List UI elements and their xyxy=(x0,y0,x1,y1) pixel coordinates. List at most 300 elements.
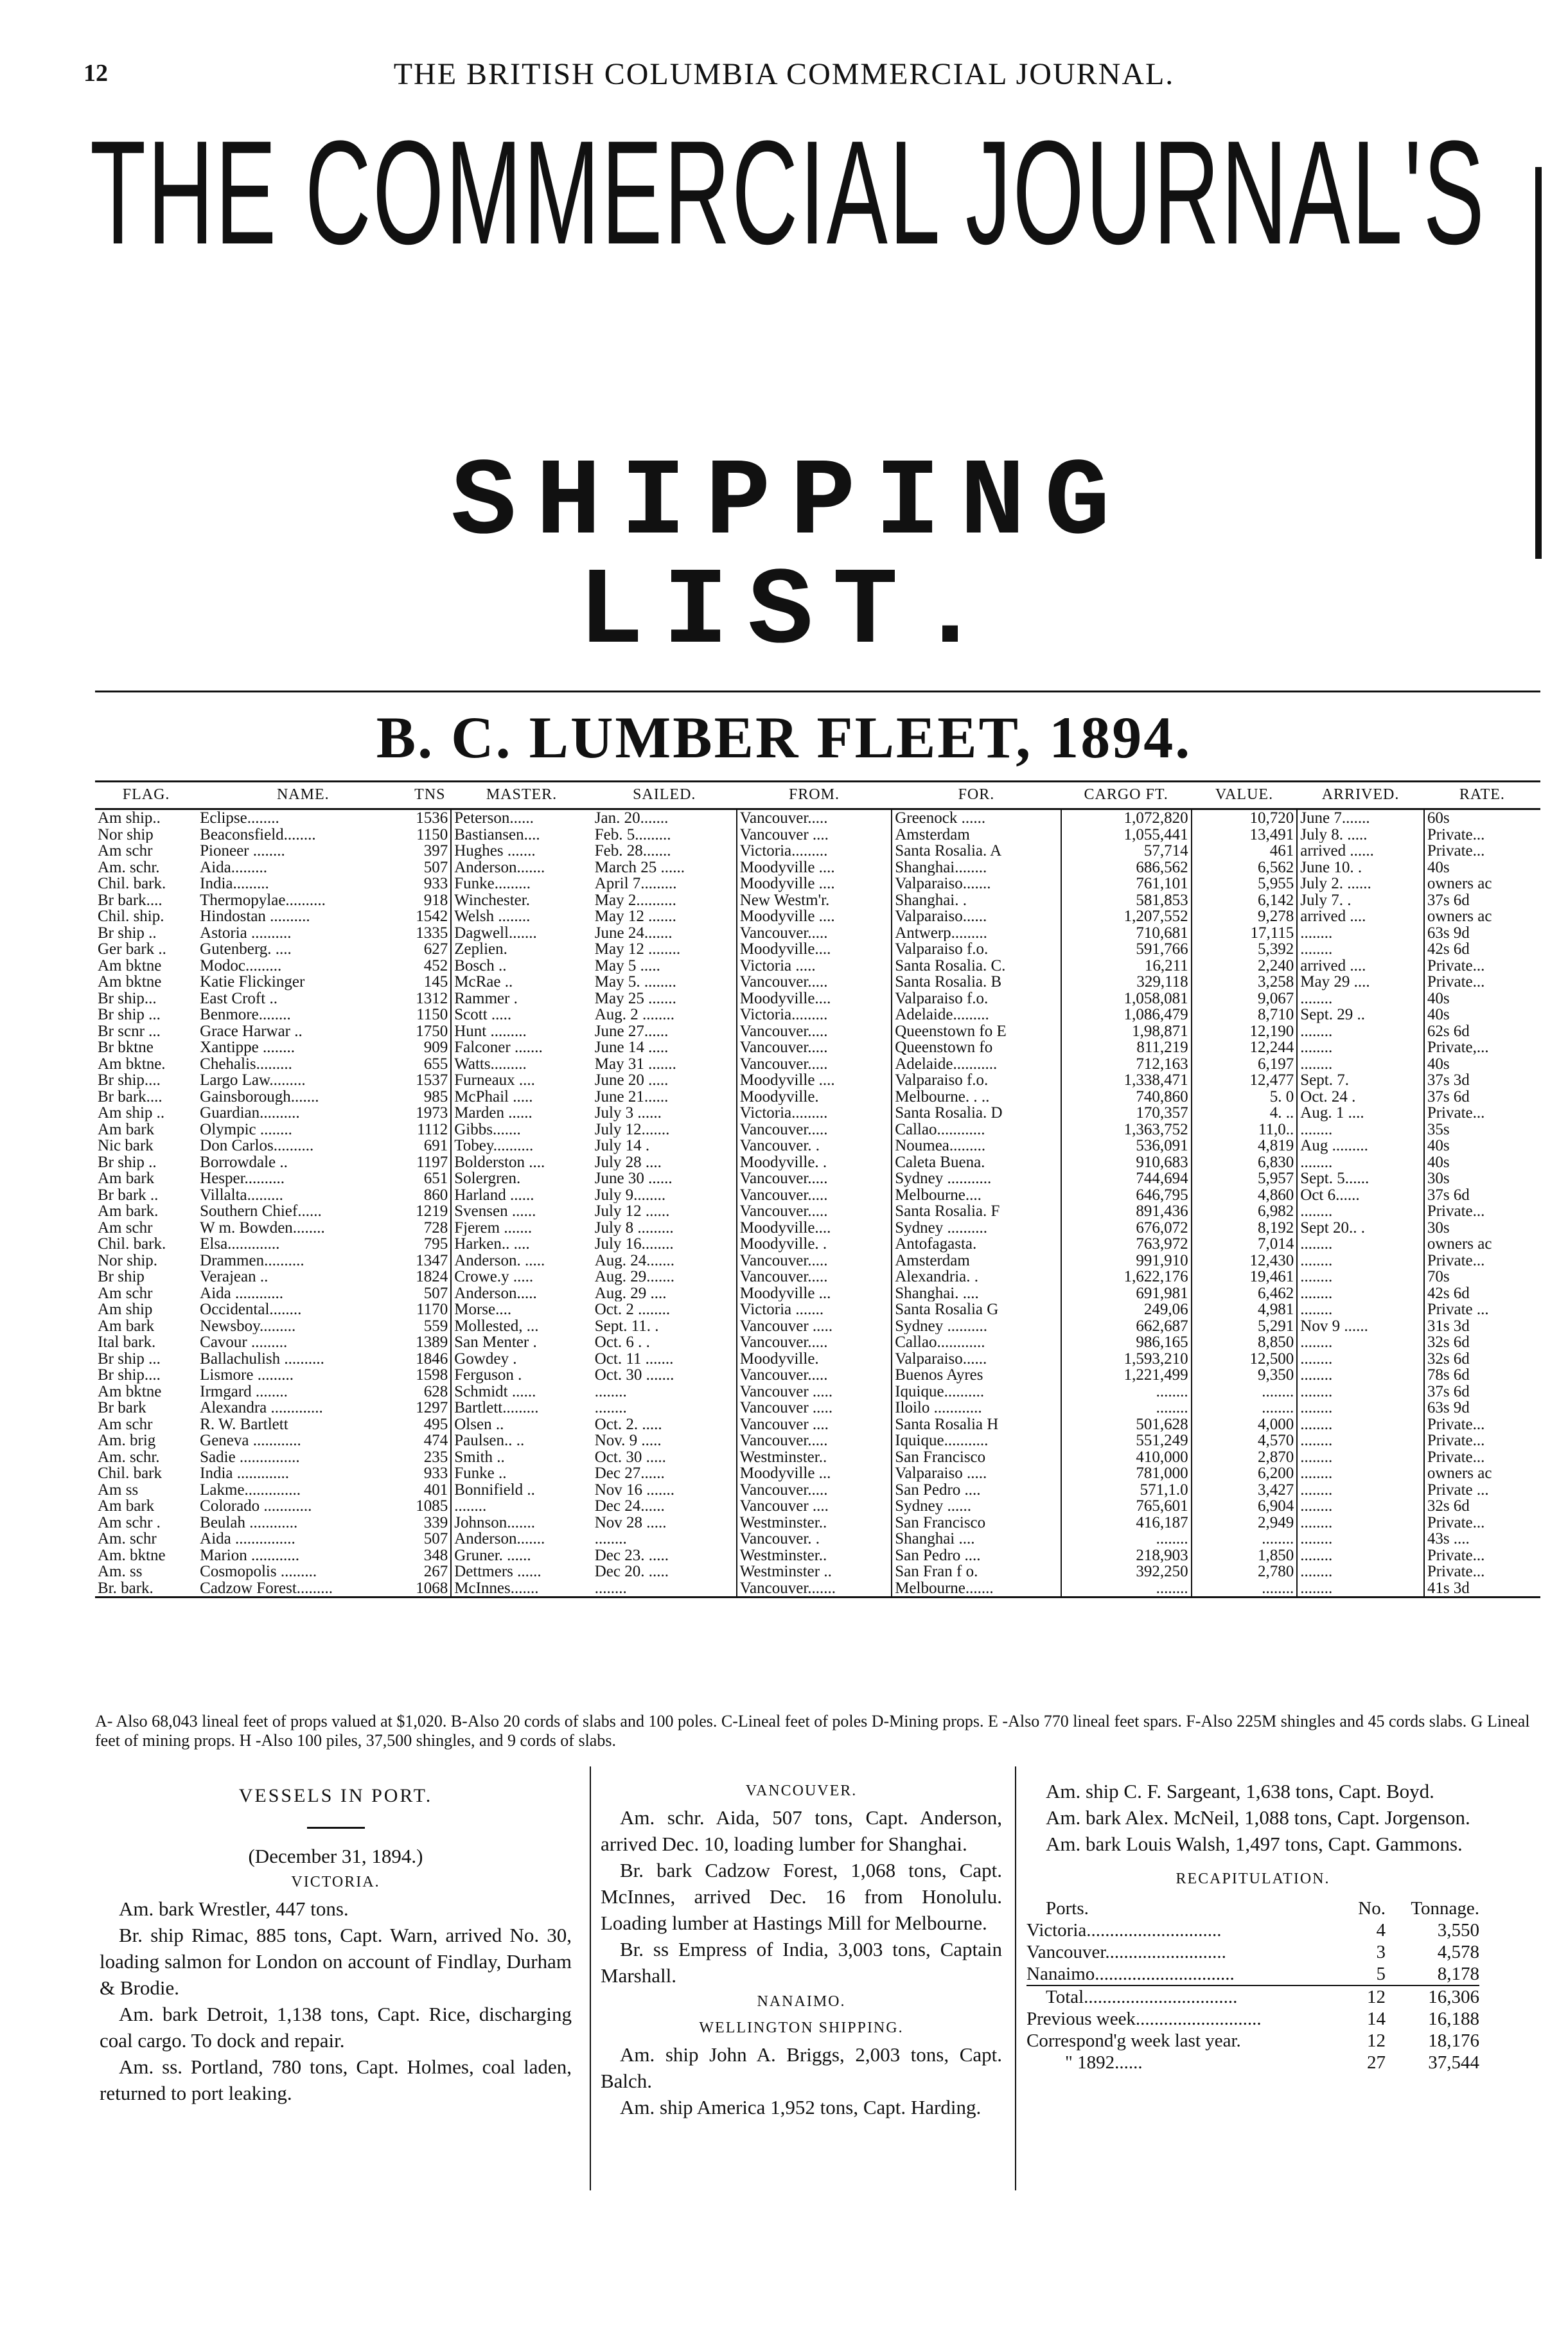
cell-rate: Private... xyxy=(1427,1203,1485,1220)
cell-flag: Br bktne xyxy=(98,1039,154,1056)
cell-tons: 1170 xyxy=(409,1301,451,1318)
fleet-table-body xyxy=(95,809,1540,1598)
cell-master: ........ xyxy=(454,1498,487,1515)
cell-flag: Br ship... xyxy=(98,990,157,1007)
table-row xyxy=(95,1351,1540,1368)
cell-for: Valparaiso f.o. xyxy=(892,990,1061,1007)
table-row xyxy=(95,1318,1540,1335)
cell-master: Harken.. .... xyxy=(454,1236,530,1253)
fleet-title: B. C. LUMBER FLEET, 1894. xyxy=(376,705,1192,770)
cell-arrived: ........ xyxy=(1297,1269,1424,1285)
table-row xyxy=(95,1449,1540,1466)
cell-cargo: 991,910 xyxy=(1061,1253,1192,1269)
cell-arrived: arrived .... xyxy=(1297,908,1424,925)
cell-master: Scott ..... xyxy=(454,1007,512,1023)
cell-cargo: 1,98,871 xyxy=(1061,1023,1192,1040)
cell-master: Solergren. xyxy=(454,1170,521,1187)
margin-rule xyxy=(1535,167,1542,559)
cell-name: Lakme.............. xyxy=(200,1481,301,1498)
cell-value: 2,780 xyxy=(1192,1563,1298,1580)
recap-corresponding-label: Correspond'g week last year. xyxy=(1026,2030,1241,2051)
recap-previous-tonnage: 16,188 xyxy=(1428,2009,1479,2029)
cell-for: Shanghai. .... xyxy=(892,1285,1061,1302)
cell-sailed: ........ xyxy=(592,1384,737,1400)
cell-cargo: 16,211 xyxy=(1061,958,1192,974)
cell-for: Callao............ xyxy=(892,1122,1061,1138)
cell-master: Winchester. xyxy=(454,892,530,908)
cell-rate: Private... xyxy=(1427,1514,1485,1531)
cell-rate: 40s xyxy=(1427,1154,1450,1170)
cell-value: 4,000 xyxy=(1192,1416,1298,1433)
cell-from: Moodyville .... xyxy=(737,876,892,892)
table-row xyxy=(95,1089,1540,1105)
victoria-entry: Am. bark Detroit, 1,138 tons, Capt. Rice, discharging coal cargo. To dock and repair. xyxy=(100,2003,572,2052)
cell-arrived: ........ xyxy=(1297,1023,1424,1040)
cell-arrived: ........ xyxy=(1297,990,1424,1007)
cell-from: Vancouver..... xyxy=(737,1203,892,1220)
cell-sailed: July 14 . xyxy=(592,1138,737,1154)
cell-flag: Am bark xyxy=(98,1170,155,1187)
cell-from: Moodyville. . xyxy=(737,1236,892,1253)
cell-arrived: ........ xyxy=(1297,1334,1424,1351)
cell-arrived: June 10. . xyxy=(1297,859,1424,876)
cell-from: Victoria ....... xyxy=(737,1301,892,1318)
cell-tons: 918 xyxy=(409,892,451,909)
cell-master: McRae .. xyxy=(454,974,513,990)
cell-for: Iquique........... xyxy=(892,1432,1061,1449)
cell-tons: 651 xyxy=(409,1170,451,1187)
cell-tons: 1312 xyxy=(409,990,451,1007)
cell-sailed: Oct. 30 ..... xyxy=(592,1449,737,1466)
cell-for: Santa Rosalia. D xyxy=(892,1105,1061,1122)
cell-for: Sydney .......... xyxy=(892,1220,1061,1237)
cell-value: 2,870 xyxy=(1192,1449,1298,1466)
cell-flag: Am. schr xyxy=(98,1531,157,1547)
cell-tons: 495 xyxy=(409,1416,451,1433)
cell-sailed: April 7......... xyxy=(592,876,737,892)
heading-rule xyxy=(307,1827,365,1829)
cell-rate: 32s 6d xyxy=(1427,1498,1470,1515)
cell-sailed: Nov 28 ..... xyxy=(592,1515,737,1531)
cell-from: Moodyville. xyxy=(737,1351,892,1368)
cell-rate: 32s 6d xyxy=(1427,1334,1470,1351)
cell-master: Smith .. xyxy=(454,1448,505,1465)
cell-arrived: Aug ......... xyxy=(1297,1138,1424,1154)
table-row xyxy=(95,974,1540,990)
cell-master: Johnson....... xyxy=(454,1514,535,1531)
cell-tons: 474 xyxy=(409,1432,451,1449)
vancouver-heading: VANCOUVER. xyxy=(745,1783,858,1799)
cell-from: Vancouver..... xyxy=(737,1269,892,1285)
table-row xyxy=(95,1039,1540,1056)
cell-sailed: Oct. 11 ....... xyxy=(592,1351,737,1368)
cell-name: Cosmopolis ......... xyxy=(200,1563,317,1580)
cell-cargo: 686,562 xyxy=(1061,859,1192,876)
cell-from: Vancouver..... xyxy=(737,974,892,990)
cell-master: Bartlett......... xyxy=(454,1400,539,1416)
cell-for: Callao............ xyxy=(892,1334,1061,1351)
cell-flag: Br ship.... xyxy=(98,1072,161,1089)
recap-tonnage: 3,550 xyxy=(1437,1920,1479,1941)
cell-tons: 933 xyxy=(409,1465,451,1482)
cell-for: Santa Rosalia. C. xyxy=(892,958,1061,974)
lumber-fleet-table xyxy=(95,780,1540,1598)
table-row xyxy=(95,892,1540,909)
cell-master: Svensen ...... xyxy=(454,1203,536,1220)
cell-cargo: 1,058,081 xyxy=(1061,990,1192,1007)
cell-master: Anderson..... xyxy=(454,1285,537,1301)
cell-sailed: Dec 23. ..... xyxy=(592,1547,737,1564)
cell-tons: 728 xyxy=(409,1220,451,1237)
cell-flag: Am. schr. xyxy=(98,859,160,876)
cell-for: Santa Rosalia. B xyxy=(892,974,1061,990)
cell-name: Beaconsfield........ xyxy=(200,826,316,843)
table-row xyxy=(95,1023,1540,1040)
recap-port: Vancouver.......................... xyxy=(1026,1942,1226,1962)
cell-value: 6,982 xyxy=(1192,1203,1298,1220)
cell-tons: 1347 xyxy=(409,1253,451,1269)
cell-master: Furneaux .... xyxy=(454,1072,535,1089)
cell-name: Newsboy......... xyxy=(200,1317,296,1334)
cell-name: East Croft .. xyxy=(200,990,277,1007)
cell-arrived: ........ xyxy=(1297,1400,1424,1416)
cell-rate: 42s 6d xyxy=(1427,941,1470,958)
cell-for: Queenstown fo xyxy=(892,1039,1061,1056)
cell-flag: Br bark.... xyxy=(98,1088,163,1105)
recap-count: 5 xyxy=(1376,1964,1386,1984)
table-row xyxy=(95,827,1540,843)
cell-for: Adelaide........... xyxy=(892,1056,1061,1073)
cell-for: Melbourne.... xyxy=(892,1187,1061,1204)
cell-name: Pioneer ........ xyxy=(200,843,285,859)
cell-cargo: ........ xyxy=(1061,1580,1192,1598)
cell-tons: 1536 xyxy=(409,809,451,827)
cell-sailed: May 2.......... xyxy=(592,892,737,909)
cell-value: 9,067 xyxy=(1192,990,1298,1007)
cell-for: Santa Rosalia G xyxy=(892,1301,1061,1318)
cell-arrived: ........ xyxy=(1297,1056,1424,1073)
cell-flag: Br. bark. xyxy=(95,1580,197,1598)
cell-sailed: May 5. ........ xyxy=(592,974,737,990)
cell-arrived: Sept. 29 .. xyxy=(1297,1007,1424,1023)
cell-arrived: ........ xyxy=(1297,1154,1424,1171)
cell-cargo: 218,903 xyxy=(1061,1547,1192,1564)
recap-row xyxy=(1026,1919,1479,1941)
table-row xyxy=(95,1482,1540,1499)
cell-name: Ballachulish .......... xyxy=(200,1350,324,1367)
table-row xyxy=(95,908,1540,925)
cell-arrived: ........ xyxy=(1297,1236,1424,1253)
wellington-heading: WELLINGTON SHIPPING. xyxy=(699,2020,904,2036)
cell-arrived: ........ xyxy=(1297,1253,1424,1269)
cell-cargo: 249,06 xyxy=(1061,1301,1192,1318)
cell-cargo: 910,683 xyxy=(1061,1154,1192,1171)
table-row xyxy=(95,1007,1540,1023)
table-row xyxy=(95,1269,1540,1285)
cell-value: 6,200 xyxy=(1192,1465,1298,1482)
cell-tons: 795 xyxy=(409,1236,451,1253)
table-row xyxy=(95,1285,1540,1302)
cell-for: Noumea......... xyxy=(892,1138,1061,1154)
cell-master: Harland ...... xyxy=(454,1186,534,1203)
cell-name: Marion ............ xyxy=(200,1547,299,1563)
cell-cargo: 891,436 xyxy=(1061,1203,1192,1220)
cell-sailed: Dec 20. ..... xyxy=(592,1563,737,1580)
cell-cargo: 662,687 xyxy=(1061,1318,1192,1335)
cell-name: Gainsborough....... xyxy=(200,1088,319,1105)
cell-name: Cavour ......... xyxy=(200,1334,288,1351)
cell-for: Shanghai. . xyxy=(892,892,1061,909)
cell-flag: Br bark xyxy=(98,1400,146,1416)
recap-corresponding-tonnage: 18,176 xyxy=(1428,2030,1479,2051)
page-number: 12 xyxy=(84,60,108,87)
cell-sailed: July 9........ xyxy=(592,1187,737,1204)
cell-for: Santa Rosalia H xyxy=(892,1416,1061,1433)
recap-col-ports: Ports. xyxy=(1046,1898,1089,1919)
cell-name: Drammen.......... xyxy=(200,1252,304,1269)
cell-sailed: July 8 ......... xyxy=(592,1220,737,1237)
cell-sailed: June 30 ...... xyxy=(592,1170,737,1187)
cell-sailed: June 24....... xyxy=(592,925,737,942)
table-row xyxy=(95,1400,1540,1416)
cell-for: Melbourne. . .. xyxy=(892,1089,1061,1105)
cell-tons: 1150 xyxy=(409,1007,451,1023)
cell-flag: Nor ship xyxy=(98,826,154,843)
col-header-rate: RATE. xyxy=(1424,782,1540,809)
nanaimo-entry: Am. ship America 1,952 tons, Capt. Harding. xyxy=(620,2096,982,2118)
cell-name: Villalta......... xyxy=(200,1186,283,1203)
cell-from: Vancouver..... xyxy=(737,1432,892,1449)
cell-arrived: Sept. 7. xyxy=(1297,1072,1424,1089)
cell-flag: Ger bark .. xyxy=(98,941,166,958)
cell-for: Caleta Buena. xyxy=(892,1154,1061,1171)
cell-master: Zeplien. xyxy=(454,941,507,958)
cell-from: New Westm'r. xyxy=(737,892,892,909)
col-header-from: FROM. xyxy=(737,782,892,809)
cell-value: 8,192 xyxy=(1192,1220,1298,1237)
cell-rate: 63s 9d xyxy=(1427,1400,1470,1416)
cell-arrived: June 7....... xyxy=(1297,809,1424,827)
table-row xyxy=(95,958,1540,974)
cell-for: Shanghai .... xyxy=(892,1531,1061,1547)
table-row xyxy=(95,941,1540,958)
cell-flag: Br ship xyxy=(98,1269,145,1285)
cell-sailed: May 31 ....... xyxy=(592,1056,737,1073)
cell-for: Valparaiso f.o. xyxy=(892,941,1061,958)
cell-flag: Am bktne xyxy=(98,974,162,990)
cell-value: 6,562 xyxy=(1192,859,1298,876)
cell-sailed: Nov. 9 ..... xyxy=(592,1432,737,1449)
cell-arrived: arrived ...... xyxy=(1297,843,1424,859)
cell-name: Cadzow Forest......... xyxy=(197,1580,409,1598)
cell-arrived: ........ xyxy=(1297,925,1424,942)
cell-from: Vancouver..... xyxy=(737,1334,892,1351)
cell-rate: 40s xyxy=(1427,859,1450,876)
cell-from: Vancouver ..... xyxy=(737,1384,892,1400)
cell-name: Beulah ............ xyxy=(200,1514,298,1531)
cell-cargo: 501,628 xyxy=(1061,1416,1192,1433)
cell-flag: Ital bark. xyxy=(98,1334,156,1351)
table-row xyxy=(95,1334,1540,1351)
cell-tons: 145 xyxy=(409,974,451,990)
cell-sailed: Feb. 5......... xyxy=(592,827,737,843)
cell-tons: 507 xyxy=(409,1531,451,1547)
cell-flag: Br ship.... xyxy=(98,1367,161,1384)
cell-from: Moodyville .... xyxy=(737,908,892,925)
cell-from: Moodyville. . xyxy=(737,1154,892,1171)
cell-name: Geneva ............ xyxy=(200,1432,301,1449)
cell-arrived: ........ xyxy=(1297,1515,1424,1531)
cell-arrived: arrived .... xyxy=(1297,958,1424,974)
cell-master: Rammer . xyxy=(454,990,518,1007)
cell-cargo: ........ xyxy=(1061,1384,1192,1400)
cell-sailed: May 5 ..... xyxy=(592,958,737,974)
cell-for: Valparaiso f.o. xyxy=(892,1072,1061,1089)
port-date: (December 31, 1894.) xyxy=(248,1845,423,1867)
cell-sailed: Aug. 29....... xyxy=(592,1269,737,1285)
cell-master: Bastiansen.... xyxy=(454,826,540,843)
cell-cargo: 170,357 xyxy=(1061,1105,1192,1122)
recap-previous-row xyxy=(1026,2008,1479,2030)
cell-flag: Am bktne. xyxy=(98,1055,166,1072)
cell-flag: Am. brig xyxy=(98,1432,156,1449)
recap-port: Victoria............................. xyxy=(1026,1920,1222,1941)
cell-rate: 37s 3d xyxy=(1427,1072,1470,1089)
cell-name: Katie Flickinger xyxy=(200,974,305,990)
cell-rate: 70s xyxy=(1427,1269,1450,1285)
cell-arrived: ........ xyxy=(1297,1547,1424,1564)
recap-1892-tonnage: 37,544 xyxy=(1428,2052,1479,2073)
recap-previous-label: Previous week........................... xyxy=(1026,2009,1262,2029)
cell-cargo: 1,363,752 xyxy=(1061,1122,1192,1138)
cell-master: Dagwell....... xyxy=(454,924,537,941)
cell-name: Hindostan .......... xyxy=(200,908,310,925)
cell-arrived: Nov 9 ...... xyxy=(1297,1318,1424,1335)
vancouver-entry: Am. schr. Aida, 507 tons, Capt. Anderson, arrived Dec. 10, loading lumber for Shanghai. xyxy=(601,1806,1002,1855)
recap-row xyxy=(1026,1963,1479,1985)
cell-value: 4,981 xyxy=(1192,1301,1298,1318)
cell-value: 461 xyxy=(1192,843,1298,859)
cell-name: Don Carlos.......... xyxy=(200,1138,314,1154)
table-row xyxy=(95,1384,1540,1400)
cell-master: Gibbs....... xyxy=(454,1121,521,1138)
nanaimo-heading: NANAIMO. xyxy=(757,1993,846,2010)
cell-value: 9,278 xyxy=(1192,908,1298,925)
cell-from: Vancouver .... xyxy=(737,827,892,843)
cell-name: Gutenberg. .... xyxy=(200,941,292,958)
cell-arrived: Aug. 1 .... xyxy=(1297,1105,1424,1122)
cell-for: Greenock ...... xyxy=(892,809,1061,827)
cell-value: 8,710 xyxy=(1192,1007,1298,1023)
cell-value: 9,350 xyxy=(1192,1367,1298,1384)
cell-rate: Private... xyxy=(1427,957,1485,974)
col-header-sailed: SAILED. xyxy=(592,782,737,809)
cell-master: McPhail ..... xyxy=(454,1088,533,1105)
cell-name: W m. Bowden........ xyxy=(200,1219,325,1236)
cell-name: Verajean .. xyxy=(200,1269,269,1285)
recap-tonnage: 8,178 xyxy=(1437,1964,1479,1984)
cell-from: Vancouver..... xyxy=(737,1023,892,1040)
cell-tons: 909 xyxy=(409,1039,451,1056)
cell-rate: Private ... xyxy=(1427,1481,1489,1498)
cell-sailed: Oct. 2 ........ xyxy=(592,1301,737,1318)
cell-arrived: ........ xyxy=(1297,1432,1424,1449)
cell-for: Buenos Ayres xyxy=(892,1367,1061,1384)
cell-for: Amsterdam xyxy=(892,827,1061,843)
cell-flag: Am bark xyxy=(98,1121,155,1138)
cell-sailed: July 16........ xyxy=(592,1236,737,1253)
cell-tons: 1846 xyxy=(409,1351,451,1368)
cell-cargo: 763,972 xyxy=(1061,1236,1192,1253)
vessels-in-port-heading: VESSELS IN PORT. xyxy=(238,1785,433,1806)
cell-master: Tobey.......... xyxy=(454,1138,534,1154)
cell-rate: 32s 6d xyxy=(1427,1350,1470,1367)
cell-master: McInnes....... xyxy=(451,1580,592,1598)
cell-arrived: ........ xyxy=(1297,1465,1424,1482)
cell-cargo: 536,091 xyxy=(1061,1138,1192,1154)
cell-tons: 1068 xyxy=(409,1580,451,1598)
cell-from: Vancouver. . xyxy=(737,1531,892,1547)
cell-tons: 507 xyxy=(409,1285,451,1302)
cell-flag: Am ship.. xyxy=(98,809,161,827)
cell-value: 4,819 xyxy=(1192,1138,1298,1154)
recap-total-tonnage: 16,306 xyxy=(1428,1987,1479,2007)
cell-name: Sadie ............... xyxy=(200,1448,300,1465)
cell-from: Vancouver. . xyxy=(737,1138,892,1154)
cell-name: Eclipse........ xyxy=(200,809,279,827)
cell-for: Antofagasta. xyxy=(892,1236,1061,1253)
cell-value: 12,500 xyxy=(1192,1351,1298,1368)
cell-tons: 1197 xyxy=(409,1154,451,1171)
cell-cargo: 57,714 xyxy=(1061,843,1192,859)
cell-arrived: ........ xyxy=(1297,1301,1424,1318)
cell-arrived: Sept. 5...... xyxy=(1297,1170,1424,1187)
running-title: THE BRITISH COLUMBIA COMMERCIAL JOURNAL. xyxy=(393,57,1175,91)
cell-tons: 1542 xyxy=(409,908,451,925)
cell-from: Vancouver..... xyxy=(737,809,892,827)
cell-value: 5,957 xyxy=(1192,1170,1298,1187)
cell-master: Olsen .. xyxy=(454,1416,504,1432)
cell-value: 13,491 xyxy=(1192,827,1298,843)
cell-name: Occidental........ xyxy=(200,1301,302,1318)
cell-sailed: March 25 ...... xyxy=(592,859,737,876)
cell-master: Dettmers ...... xyxy=(454,1563,542,1580)
cell-from: Vancouver..... xyxy=(737,1170,892,1187)
fleet-footnote: A- Also 68,043 lineal feet of props valued at $1,020. B-Also 20 cords of slabs and 100 poles. C-Lineal feet of poles D-Mining props. E -Also 770 lineal feet spars. F-Also 225M shingles and 45 cords slabs. G Lineal feet of mining props. H -Also 100 piles, 37,500 shingles, and 9 cords of slabs. xyxy=(95,1712,1530,1750)
cell-arrived: ........ xyxy=(1297,1580,1424,1598)
cell-flag: Am. ss xyxy=(98,1563,143,1580)
cell-flag: Am. bktne xyxy=(98,1547,166,1563)
cell-for: Santa Rosalia. F xyxy=(892,1203,1061,1220)
cell-sailed: May 12 ........ xyxy=(592,941,737,958)
cell-sailed: Feb. 28....... xyxy=(592,843,737,859)
cell-sailed: May 25 ....... xyxy=(592,990,737,1007)
cell-name: Hesper.......... xyxy=(200,1170,285,1187)
cell-rate: owners ac xyxy=(1427,1465,1492,1482)
cell-tons: 628 xyxy=(409,1384,451,1400)
table-row xyxy=(95,843,1540,859)
cell-tons: 397 xyxy=(409,843,451,859)
cell-tons: 1297 xyxy=(409,1400,451,1416)
cell-flag: Nic bark xyxy=(98,1138,154,1154)
cell-sailed: ........ xyxy=(592,1580,737,1598)
cell-from: Vancouver..... xyxy=(737,925,892,942)
cell-name: Thermopylae.......... xyxy=(200,892,326,908)
cell-value: 3,427 xyxy=(1192,1482,1298,1499)
cell-value: 12,190 xyxy=(1192,1023,1298,1040)
cell-cargo: 571,1.0 xyxy=(1061,1482,1192,1499)
cell-cargo: 676,072 xyxy=(1061,1220,1192,1237)
